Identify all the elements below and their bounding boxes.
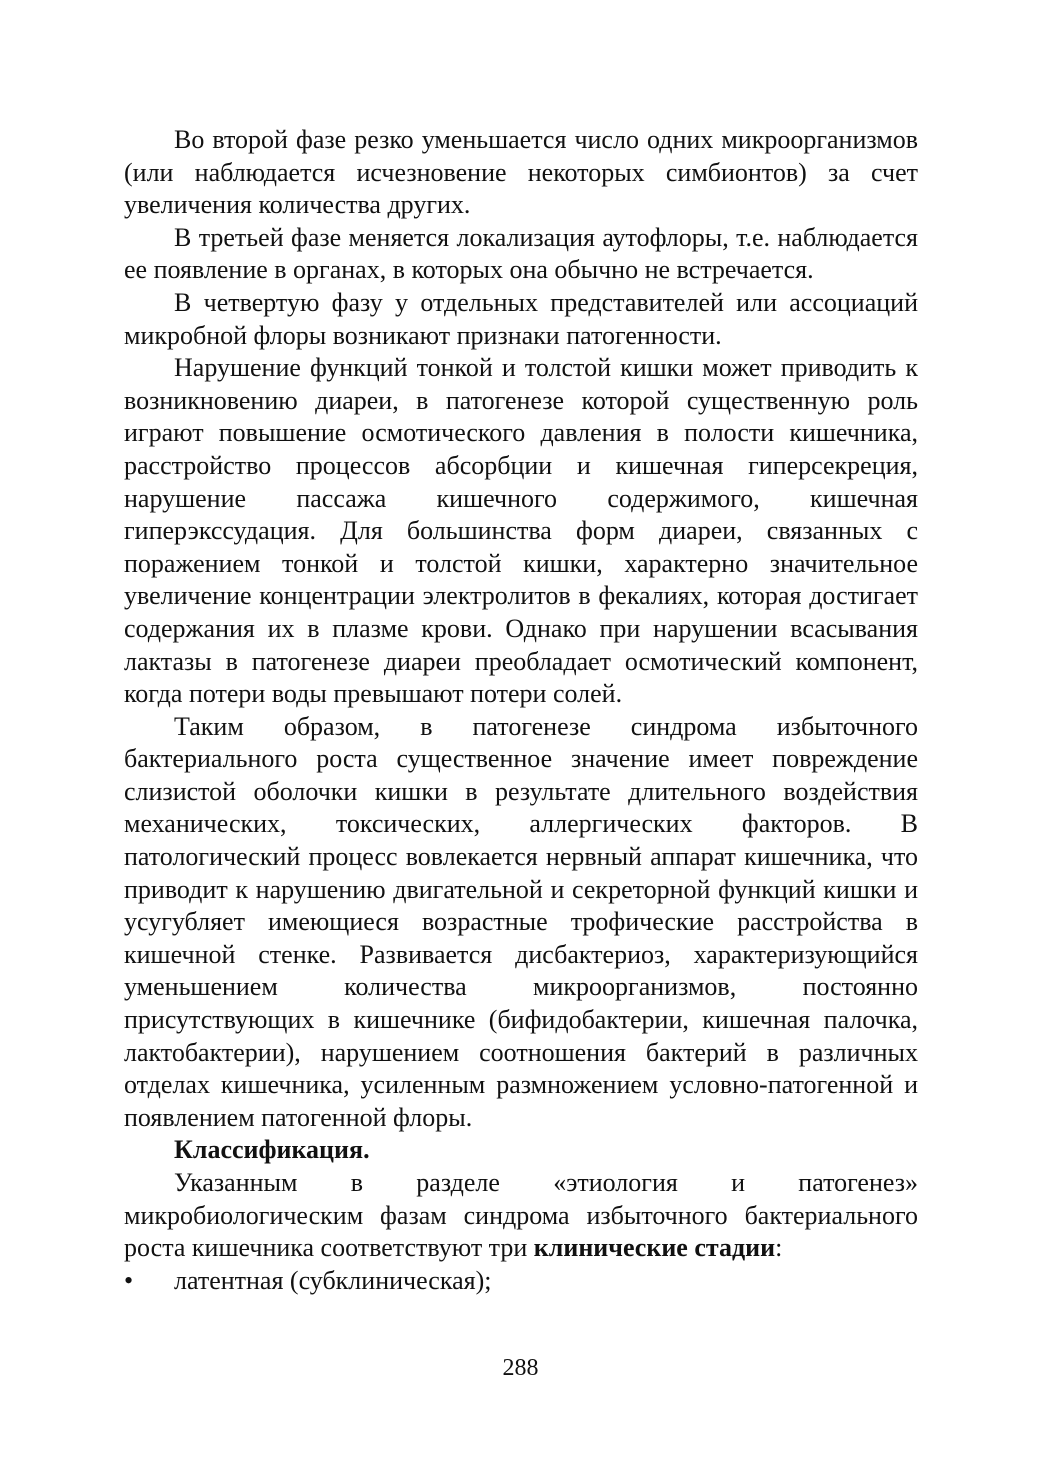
classification-text-after: : [775,1233,783,1263]
paragraph-classification [124,1167,918,1265]
bullet-item [124,1265,918,1298]
paragraph-conclusion: Таким образом, в патогенезе синдрома избыточного бактериального роста существенное значение имеет повреждение слизистой оболочки кишки в результате длительного воздействия механических, токсических, аллергических факторов. В патологический процесс вовлекается нервный аппарат кишечника, что приводит к нарушению двигательной и секреторной функций кишки и усугубляет имеющиеся возрастные трофические расстройства в кишечной стенке. Развивается дисбактериоз, характеризующийся уменьшением количества микроорганизмов, постоянно присутствующих в кишечнике (бифидобактерии, кишечная палочка, лактобактерии), нарушением соотношения бактерий в различных отделах кишечника, усиленным размножением условно-патогенной и появлением патогенной флоры. [124,711,918,1132]
paragraph-diarrhea: Нарушение функций тонкой и толстой кишки может приводить к возникновению диареи, в патогенезе которой существенную роль играют повышение осмотического давления в полости кишечника, расстройство процессов абсорбции и кишечная гиперсекреция, нарушение пассажа кишечного содержимого, кишечная гиперэкссудация. Для большинства форм диареи, связанных с поражением тонкой и толстой кишки, характерно значительное увеличение концентрации электролитов в фекалиях, которая достигает содержания их в плазме крови. Однако при нарушении всасывания лактазы в патогенезе диареи преобладает осмотический компонент, когда потери воды превышают потери солей. [124,353,918,709]
paragraph-second-phase: Во второй фазе резко уменьшается число одних микроорганизмов (или наблюдается исчезновение некоторых симбионтов) за счет увеличения количества других. [124,125,918,220]
classification-bold-term: клинические стадии [533,1233,776,1263]
bullet-icon: • [124,1265,134,1295]
section-heading-classification: Классификация. [174,1135,370,1165]
paragraph-fourth-phase: В четвертую фазу у отдельных представителей или ассоциаций микробной флоры возникают признаки патогенности. [124,287,918,350]
page-body [124,124,918,1297]
page-number: 288 [502,1355,539,1381]
paragraph-third-phase: В третьей фазе меняется локализация аутофлоры, т.е. наблюдается ее появление в органах, в которых она обычно не встречается. [124,222,918,285]
bullet-item-text: латентная (субклиническая); [174,1265,492,1295]
classification-text-before: Указанным в разделе «этиология и патогенез» микробиологическим фазам синдрома избыточного бактериального роста кишечника соответствуют три [124,1168,918,1263]
